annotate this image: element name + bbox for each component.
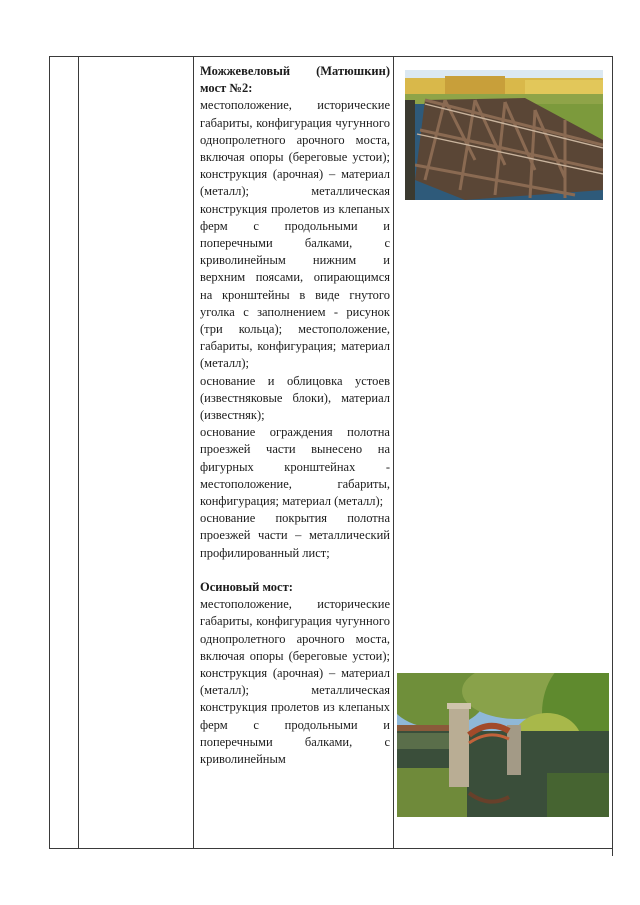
table-column-divider-2	[193, 56, 194, 848]
bridge-paragraph: местоположение, исторические габариты, конфигурация чугунного однопролетного арочного моста, включая опоры (береговые устои); конструкция (арочная) – материал (металл); металлическая конструкция пролетов из клепаных ферм с продольными и поперечными балками, с криволинейным	[200, 597, 390, 766]
table-column-divider-1	[78, 56, 79, 848]
bridge-paragraph: местоположение, исторические габариты, конфигурация чугунного однопролетного арочного моста, включая опоры (береговые устои); конструкция (арочная) – материал (металл); металлическая конструкция пролетов из клепаных ферм с продольными и поперечными балками, с криволинейным нижним и верхним поясами, опирающимся на кронштейны в виде гнутого уголка с заполнением - рисунок (три кольца); местоположение, габариты, конфигурация; материал (металл);	[200, 98, 390, 371]
bridge-photo-2	[397, 673, 609, 817]
table-border-bottom	[49, 848, 612, 849]
spacer	[200, 562, 390, 579]
bridge-paragraph: основание ограждения полотна проезжей части вынесено на фигурных кронштейнах - местоположение, габариты, конфигурация; материал (металл);	[200, 425, 390, 509]
photo2-tower-left	[449, 707, 469, 787]
table-border-right	[612, 56, 613, 856]
bridge-title: Осиновый мост:	[200, 579, 293, 594]
table-border-top	[49, 56, 612, 57]
bridge-photo-1	[405, 70, 603, 200]
bridge-title: Можжевеловый (Матюшкин) мост №2:	[200, 64, 390, 96]
bridge-paragraph: основание покрытия полотна проезжей части – металлический профилированный лист;	[200, 511, 390, 560]
description-column	[200, 63, 390, 768]
photo2-tower-right	[507, 725, 521, 775]
table-border-left	[49, 56, 50, 848]
bridge-paragraph: основание и облицовка устоев (известняковые блоки), материал (известняк);	[200, 373, 390, 423]
table-column-divider-3	[393, 56, 394, 848]
